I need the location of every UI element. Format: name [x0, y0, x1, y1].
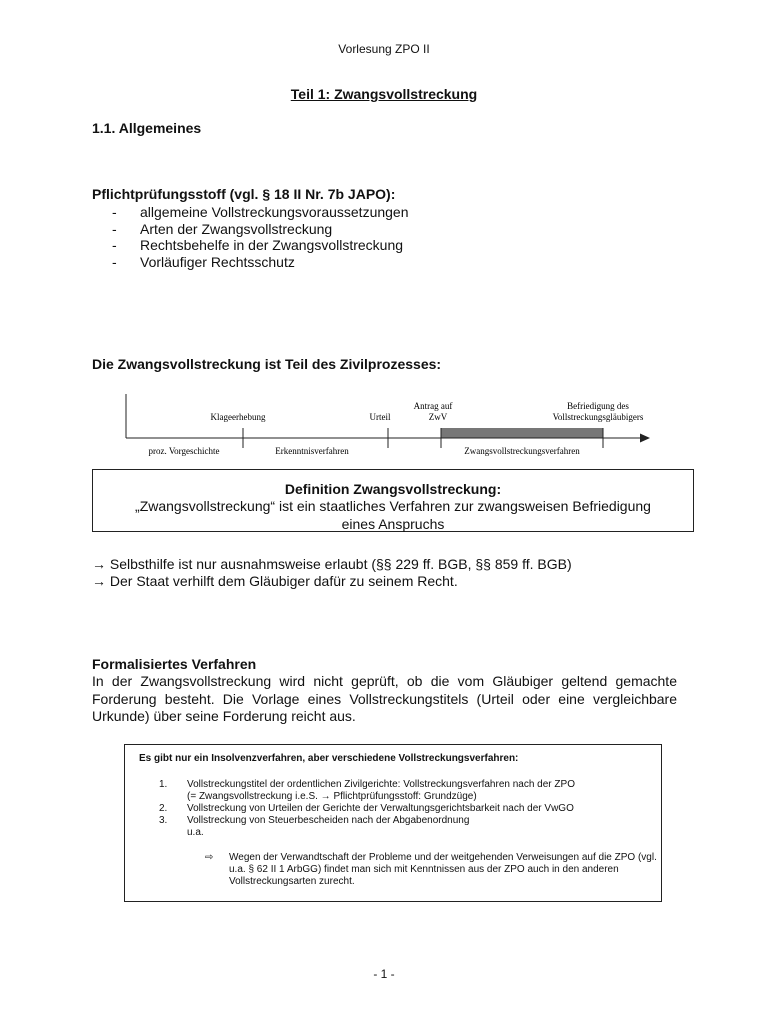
pflicht-heading: Pflichtprüfungsstoff (vgl. § 18 II Nr. 7b JAPO): — [92, 186, 396, 202]
antrag-label: Antrag auf — [413, 401, 453, 411]
consequences — [92, 556, 572, 590]
consequence-item: → Selbsthilfe ist nur ausnahmsweise erlaubt (§§ 229 ff. BGB, §§ 859 ff. BGB) — [92, 556, 572, 572]
befriedigung-label: Befriedigung des — [567, 401, 629, 411]
klageerhebung-label: Klageerhebung — [210, 412, 266, 422]
zwv-phase-bar — [441, 428, 603, 438]
list-item: 2. Vollstreckung von Urteilen der Gerichte der Verwaltungsgerichtsbarkeit nach der VwGO — [159, 803, 574, 814]
list-item: 1. Vollstreckungstitel der ordentlichen Zivilgerichte: Vollstreckungsverfahren nach der ZPO (= Zwangsvollstreckung i.e.S. → Pflichtprüfungsstoff: Grundzüge) — [159, 779, 575, 802]
info-ua: u.a. — [187, 827, 204, 838]
info-note — [205, 852, 669, 888]
formal-heading: Formalisiertes Verfahren — [92, 656, 257, 672]
list-item: - Arten der Zwangsvollstreckung — [112, 220, 333, 237]
arrow-right-icon: ⇨ — [205, 852, 214, 863]
zivil-heading: Die Zwangsvollstreckung ist Teil des Zivilprozesses: — [92, 356, 442, 372]
list-item: - Vorläufiger Rechtsschutz — [112, 253, 295, 270]
info-box-title: Es gibt nur ein Insolvenzverfahren, aber verschiedene Vollstreckungsverfahren: — [139, 753, 519, 764]
pflicht-list — [112, 204, 409, 270]
part-title: Teil 1: Zwangsvollstreckung — [290, 86, 478, 102]
definition-box — [92, 469, 694, 532]
info-box — [124, 744, 662, 902]
section-title: 1.1. Allgemeines — [92, 120, 202, 136]
phase-vorgeschichte: proz. Vorgeschichte — [148, 446, 220, 456]
process-timeline — [118, 388, 658, 460]
definition-line2: eines Anspruchs — [341, 516, 445, 532]
consequence-item: → Der Staat verhilft dem Gläubiger dafür zu seinem Recht. — [92, 573, 458, 589]
glaeubiger-label: Vollstreckungsgläubigers — [552, 412, 644, 422]
formal-text: In der Zwangsvollstreckung wird nicht geprüft, ob die vom Gläubiger geltend gemachte Forderung besteht. Die Vorlage eines Vollstreckungstitels (Urteil oder eine vergleichbare Urkunde) über seine Forderung reicht aus. — [92, 673, 677, 724]
vollstreckung-list — [159, 779, 649, 827]
timeline-arrowhead — [640, 434, 650, 443]
info-note-text: Wegen der Verwandtschaft der Probleme und der weitgehenden Verweisungen auf die ZPO (vgl. u.a. § 62 II 1 ArbGG) findet man sich mit Kenntnissen aus der ZPO auch in den anderen Vollstreckungsarten zurecht. — [229, 852, 657, 887]
list-item: - allgemeine Vollstreckungsvoraussetzungen — [112, 204, 409, 220]
definition-line1: „Zwangsvollstreckung“ ist ein staatliches Verfahren zur zwangsweisen Befriedigung — [135, 498, 651, 514]
urteil-label: Urteil — [369, 412, 391, 422]
phase-zwangsvollstreckung: Zwangsvollstreckungsverfahren — [464, 446, 580, 456]
list-item: 3. Vollstreckung von Steuerbescheiden nach der Abgabenordnung — [159, 815, 470, 826]
phase-erkenntnis: Erkenntnisverfahren — [275, 446, 349, 456]
list-item: - Rechtsbehelfe in der Zwangsvollstreckung — [112, 237, 404, 253]
zwv-label: ZwV — [428, 412, 448, 422]
definition-title: Definition Zwangsvollstreckung: — [284, 481, 502, 497]
page-number: - 1 - — [373, 967, 395, 981]
running-header: Vorlesung ZPO II — [338, 42, 430, 56]
